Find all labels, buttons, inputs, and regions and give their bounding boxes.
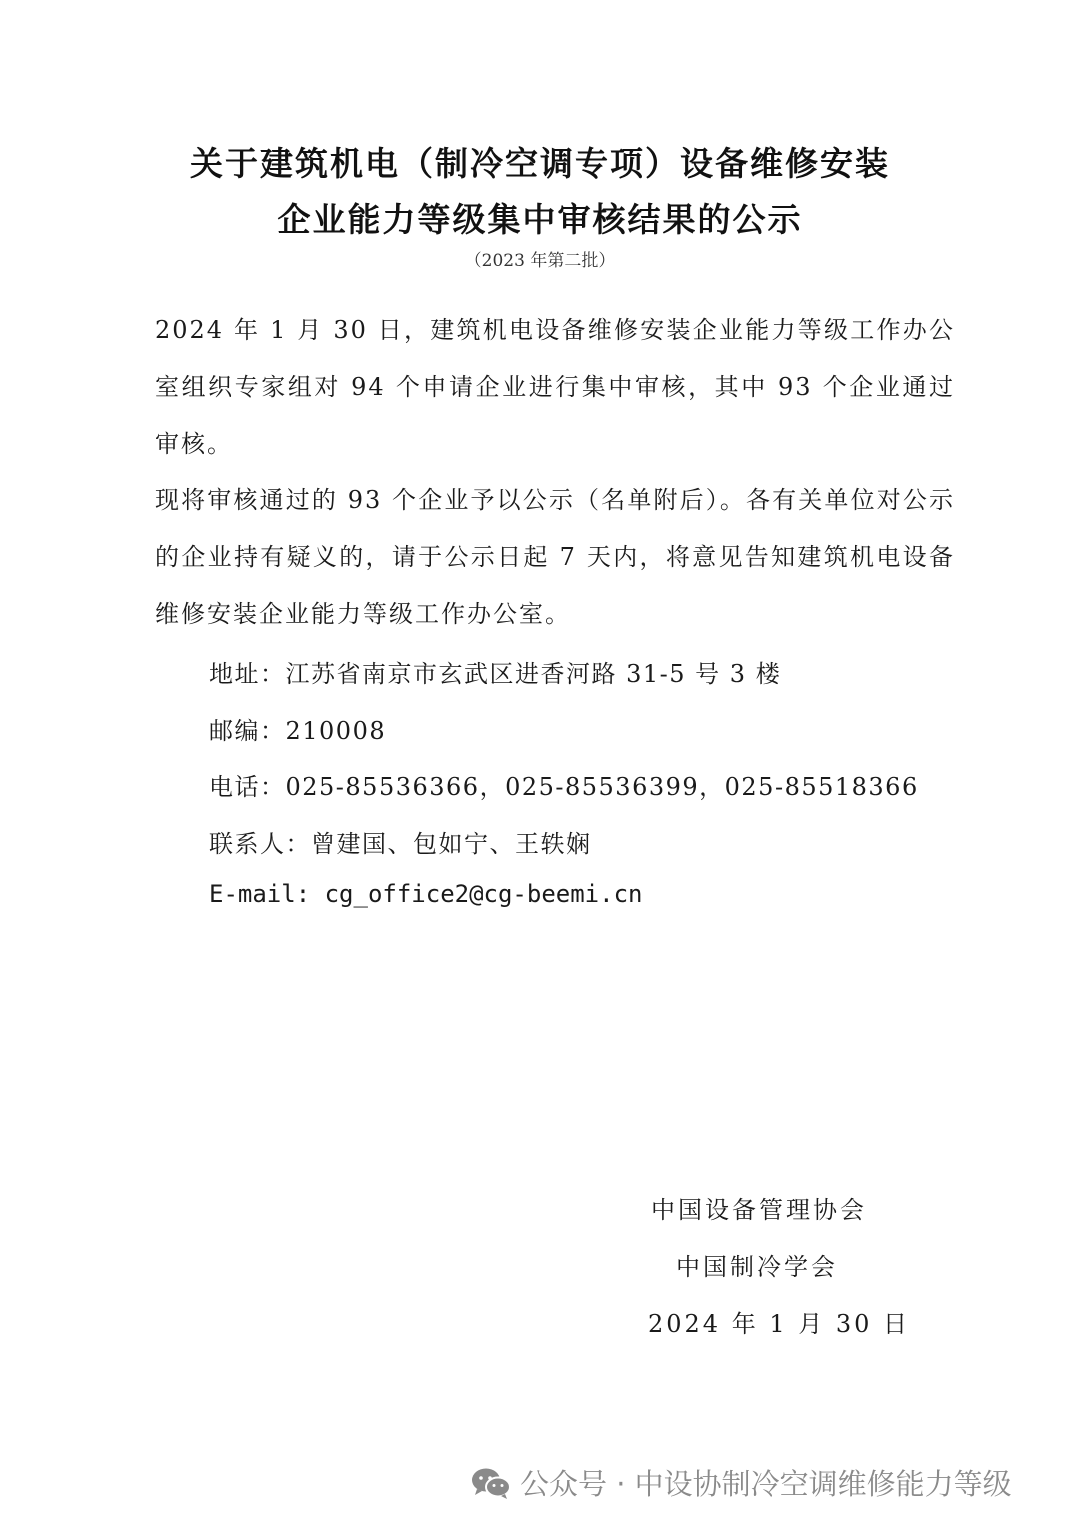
watermark-text: 公众号 · 中设协制冷空调维修能力等级 [520,1467,1012,1501]
signature-date: 2024 年 1 月 30 日 [648,1310,911,1338]
document-subtitle: （2023 年第二批） [464,251,616,271]
contact-postcode: 邮编：210008 [209,717,387,745]
contact-address: 地址：江苏省南京市玄武区进香河路 31-5 号 3 楼 [209,660,782,688]
contact-phone: 电话：025-85536366，025-85536399，025-85518366 [209,773,919,801]
paragraph-publicity-notice: 现将审核通过的 93 个企业予以公示（名单附后）。各有关单位对公示的企业持有疑义的，请于公示日起 7 天内，将意见告知建筑机电设备维修安装企业能力等级工作办公室。 [155,486,955,628]
document-title-line1: 关于建筑机电（制冷空调专项）设备维修安装 [190,144,890,183]
wechat-watermark [470,1462,1012,1503]
contact-persons: 联系人：曾建国、包如宁、王轶娴 [209,830,592,858]
signature-org-refrigeration-society: 中国制冷学会 [676,1253,838,1281]
paragraph-review-summary: 2024 年 1 月 30 日，建筑机电设备维修安装企业能力等级工作办公室组织专家组对 94 个申请企业进行集中审核，其中 93 个企业通过审核。 [155,316,955,458]
contact-email: E-mail: cg_office2@cg-beemi.cn [209,880,643,908]
signature-org-equipment-association: 中国设备管理协会 [651,1196,867,1224]
wechat-icon [470,1466,512,1500]
document-title-line2: 企业能力等级集中审核结果的公示 [277,200,803,239]
